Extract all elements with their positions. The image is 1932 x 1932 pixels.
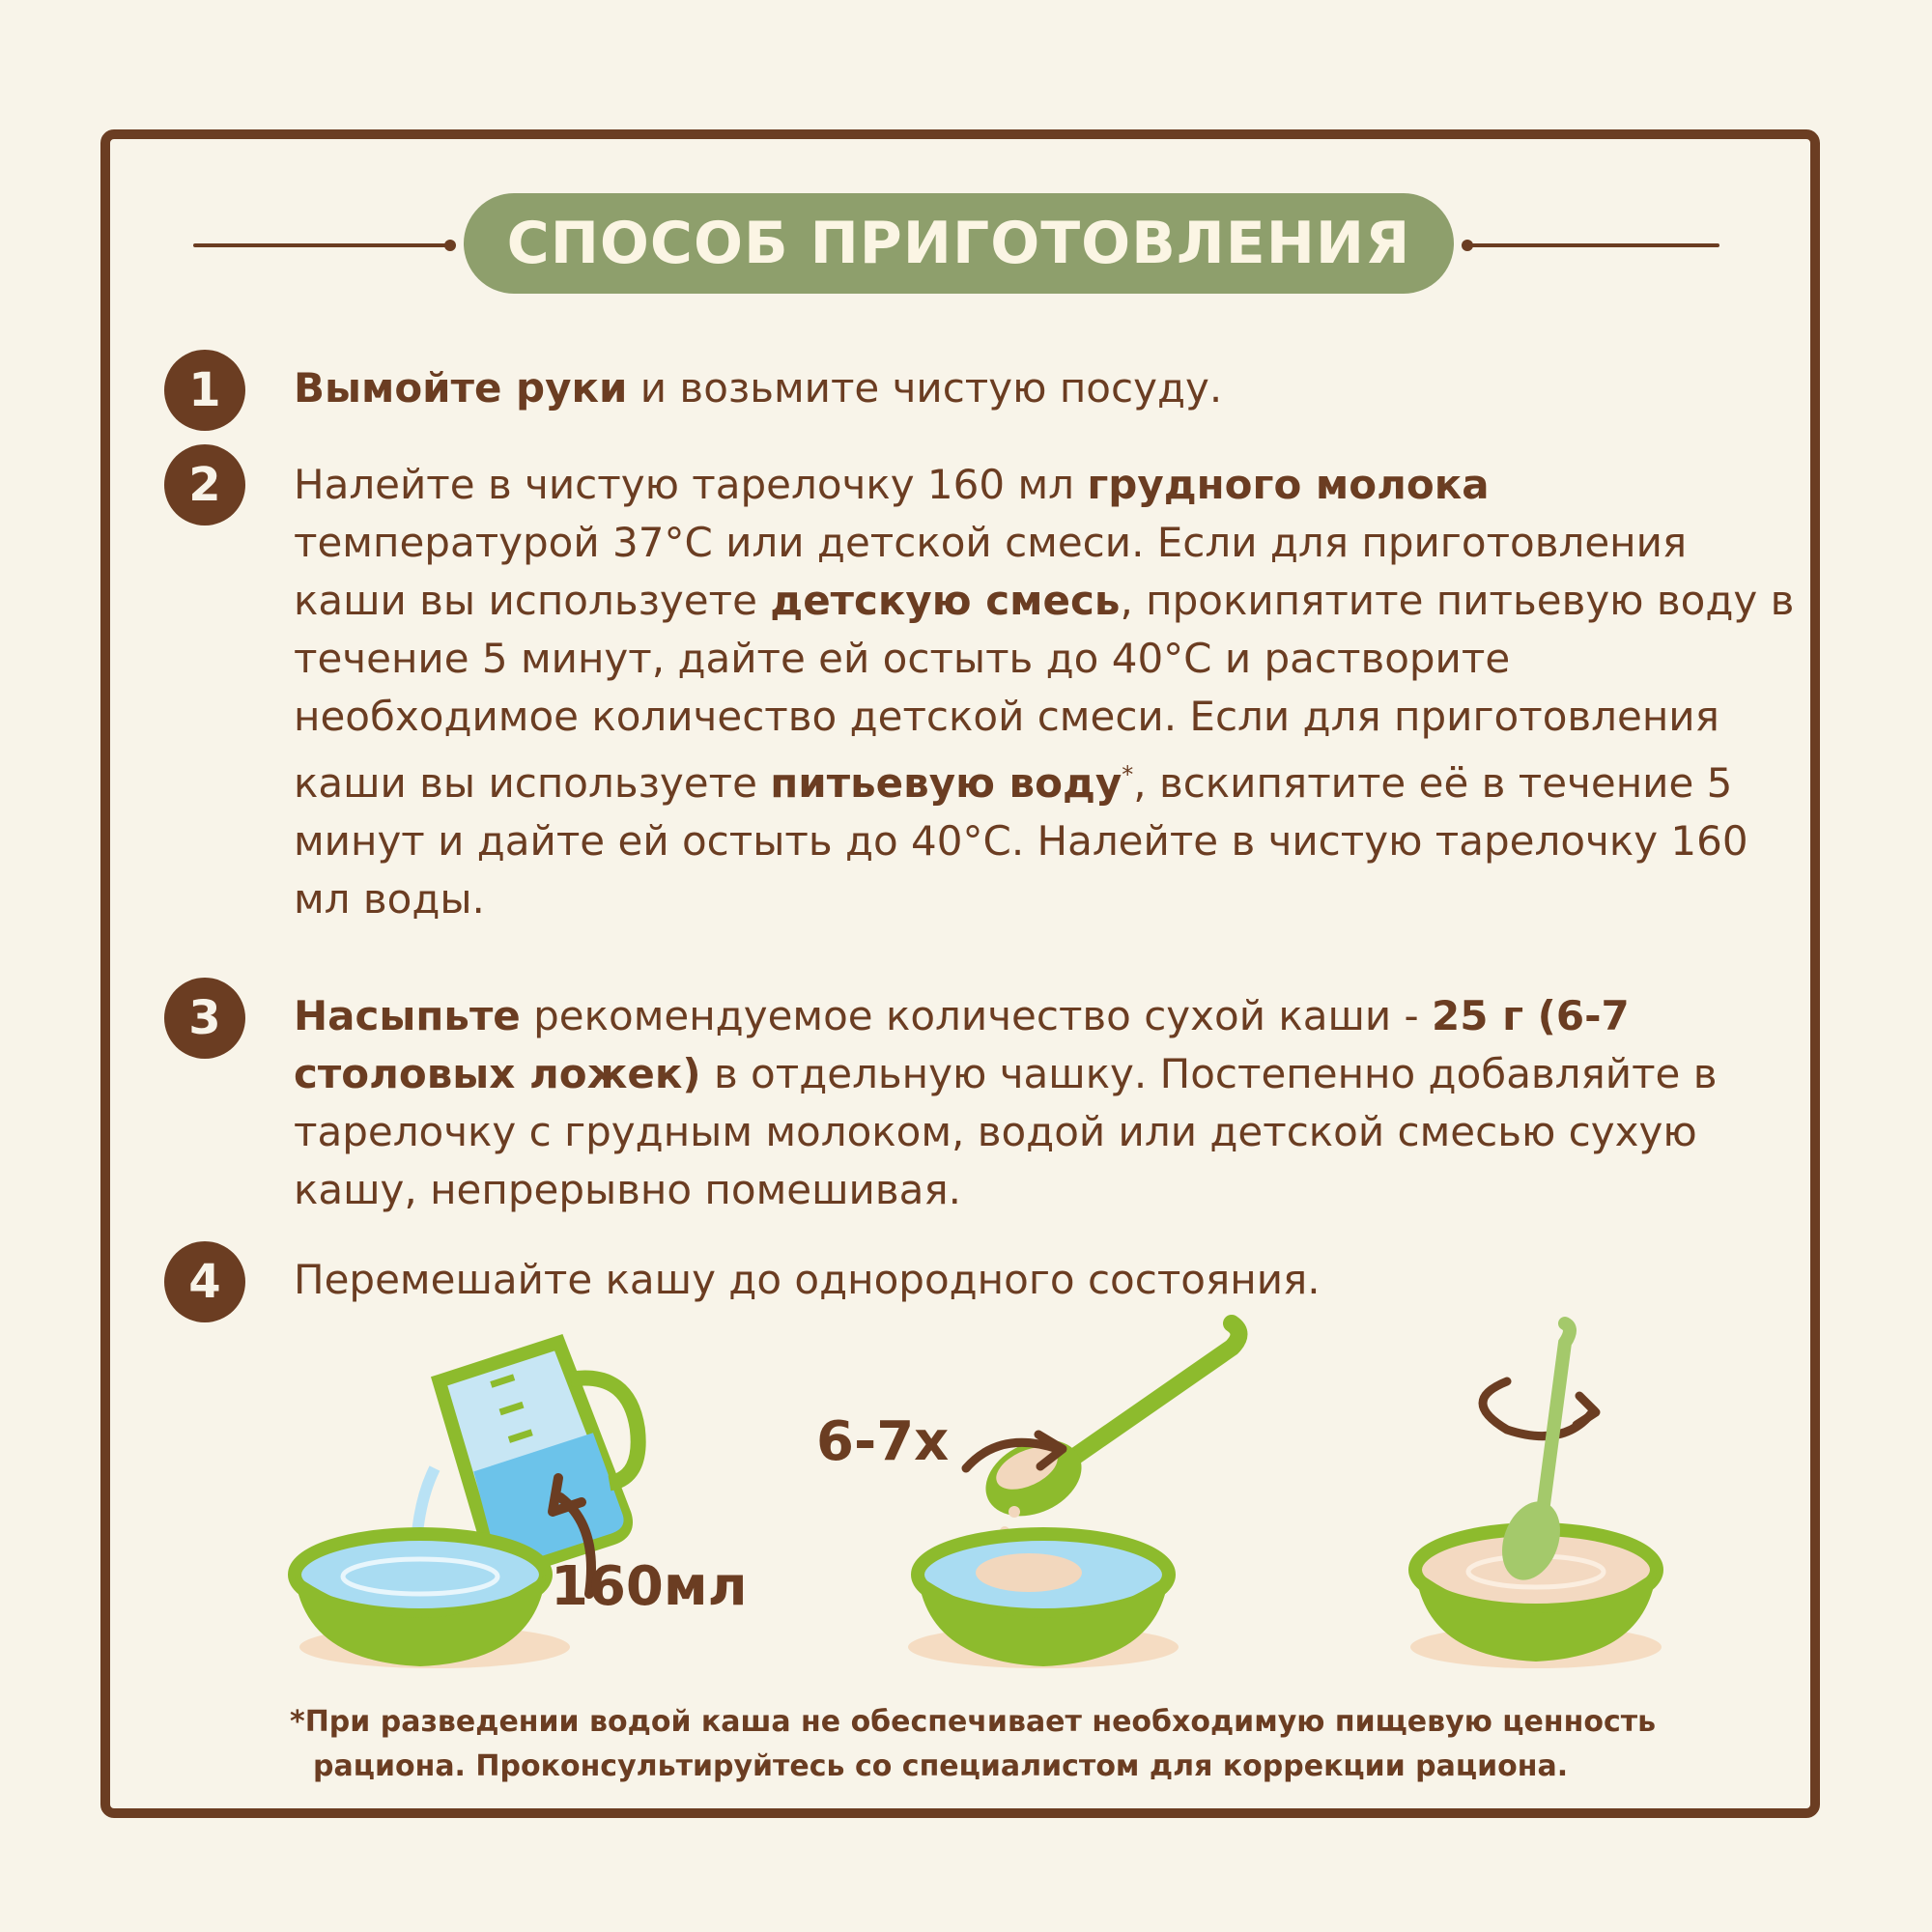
- jug-and-bowl-icon: [270, 1304, 753, 1690]
- step-text-bold: грудного молока: [1087, 461, 1490, 508]
- step-text: [294, 1251, 1806, 1309]
- step-text: [294, 359, 1806, 417]
- add-cereal-illustration: [816, 1304, 1299, 1690]
- step-text: [294, 456, 1806, 928]
- spoon-and-bowl-icon: [816, 1304, 1299, 1690]
- step-text-run: *: [1122, 761, 1134, 788]
- step-number: 3: [164, 978, 245, 1059]
- page-title: СПОСОБ ПРИГОТОВЛЕНИЯ: [506, 210, 1411, 277]
- spoons-count-label: 6-7х: [816, 1410, 950, 1473]
- step-text-bold: питьевую воду: [770, 759, 1122, 807]
- step-text-run: температурой 37°С или детской смеси. Если для приготовления каши вы используете: [294, 519, 1688, 624]
- step-text-bold: Вымойте руки: [294, 364, 628, 412]
- title-line-right: [1468, 243, 1719, 247]
- stirring-bowl-icon: [1372, 1304, 1719, 1690]
- step-number: 4: [164, 1241, 245, 1322]
- step-text-run: Налейте в чистую тарелочку 160 мл: [294, 461, 1088, 508]
- step-text-run: Перемешайте кашу до однородного состояния.: [294, 1256, 1321, 1303]
- step-text-run: , прокипятите питьевую воду в течение 5 минут, дайте ей остыть до 40°С и растворите необходимое количество детской смеси. Если для приготовления каши вы используете: [294, 577, 1795, 807]
- step-text-run: в отдельную чашку. Постепенно добавляйте в тарелочку с грудным молоком, водой или детской смесью сухую кашу, непрерывно помешивая.: [294, 1050, 1718, 1213]
- stir-illustration: [1372, 1304, 1719, 1690]
- volume-label: 160мл: [551, 1555, 748, 1618]
- step-text-run: и возьмите чистую посуду.: [627, 364, 1223, 412]
- step-text-bold: 25 г (6-7 столовых ложек): [294, 992, 1630, 1097]
- step-number: 2: [164, 444, 245, 526]
- footnote-line-1: *При разведении водой каша не обеспечивает необходимую пищевую ценность: [290, 1705, 1657, 1739]
- step-text-bold: Насыпьте: [294, 992, 521, 1039]
- step-text-run: рекомендуемое количество сухой каши -: [520, 992, 1433, 1039]
- step-text: [294, 987, 1806, 1219]
- footnote-line-2: рациона. Проконсультируйтесь со специалистом для коррекции рациона.: [313, 1749, 1569, 1783]
- title-dot-left: [444, 240, 456, 251]
- title-banner: [464, 193, 1454, 294]
- step-text-bold: детскую смесь: [770, 577, 1121, 624]
- footnote: [290, 1700, 1758, 1789]
- pour-water-illustration: [270, 1304, 753, 1690]
- step-text-run: , вскипятите её в течение 5 минут и дайте ей остыть до 40°С. Налейте в чистую тарелочку 160 мл воды.: [294, 759, 1748, 923]
- title-line-left: [193, 243, 454, 247]
- step-number: 1: [164, 350, 245, 431]
